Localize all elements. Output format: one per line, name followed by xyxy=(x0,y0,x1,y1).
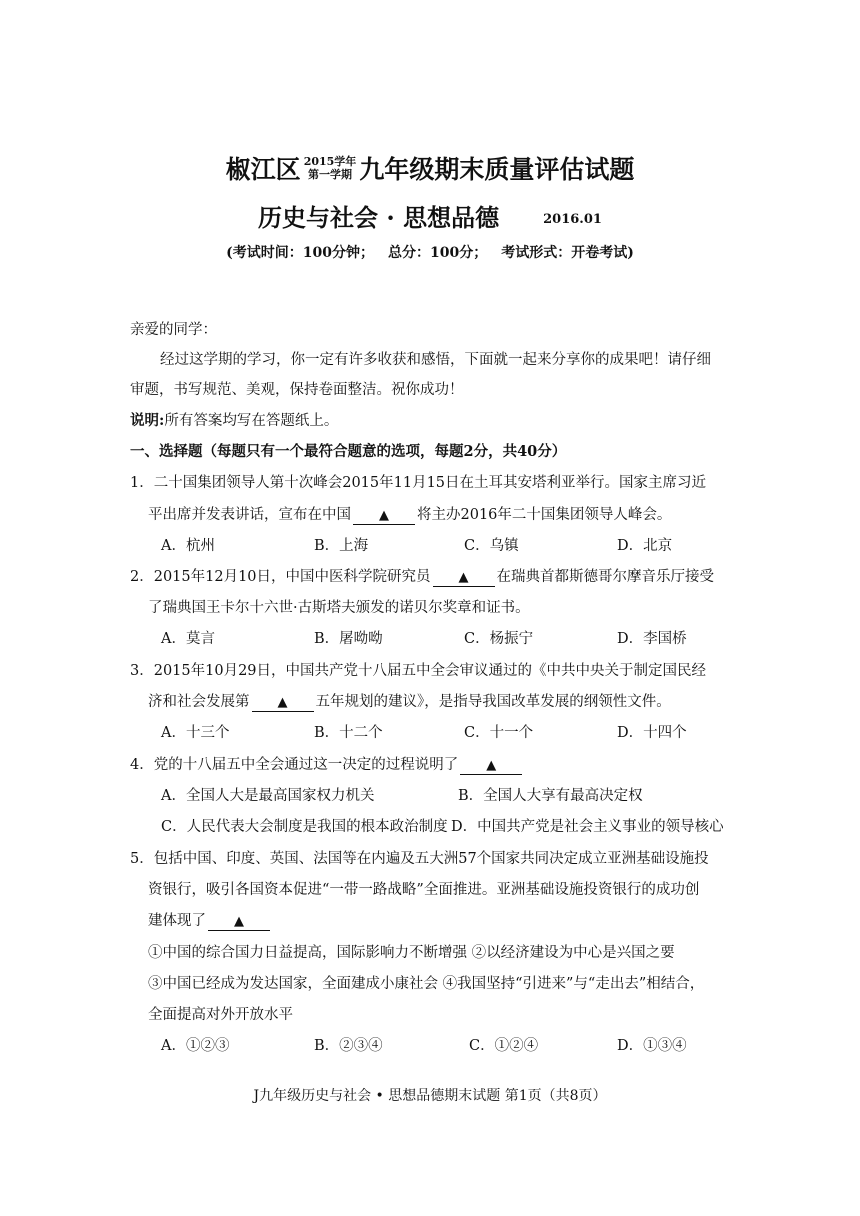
question-5-statement-2: ③中国已经成为发达国家，全面建成小康社会 ④我国坚持“引进来”与“走出去”相结合， xyxy=(148,976,705,992)
term-semester: 第一学期 xyxy=(308,168,352,181)
option-c: C．①②④ xyxy=(469,1038,539,1054)
question-3-line-2: 济和社会发展第 ▲ 五年规划的建议》，是指导我国改革发展的纲领性文件。 xyxy=(148,694,671,710)
exam-time: (考试时间：100分钟； xyxy=(226,245,374,261)
exam-form: 考试形式：开卷考试) xyxy=(501,245,634,261)
intro-paragraph-line-2: 审题，书写规范、美观，保持卷面整洁。祝你成功！ xyxy=(130,382,464,398)
option-a: A．①②③ xyxy=(161,1038,230,1054)
answer-blank xyxy=(208,913,270,931)
triangle-icon: ▲ xyxy=(234,914,244,929)
question-4-line-1: 4．党的十八届五中全会通过这一决定的过程说明了 ▲ xyxy=(130,755,524,775)
question-5-line-1: 5．包括中国、印度、英国、法国等在内遍及五大洲57个国家共同决定成立亚洲基础设施投 xyxy=(130,851,709,867)
option-b: B．②③④ xyxy=(314,1038,383,1054)
option-d: D．①③④ xyxy=(617,1038,687,1054)
option-b: B．十二个 xyxy=(314,725,383,741)
triangle-icon: ▲ xyxy=(486,758,497,773)
question-5-statement-3: 全面提高对外开放水平 xyxy=(148,1007,293,1023)
option-a: A．杭州 xyxy=(161,538,215,554)
option-a: A．莫言 xyxy=(161,631,215,647)
option-a: A．全国人大是最高国家权力机关 xyxy=(161,788,375,804)
option-c: C．乌镇 xyxy=(464,538,519,554)
question-2-line-1: 2．2015年12月10日，中国中医科学院研究员 ▲ 在瑞典首都斯德哥尔摩音乐厅接受 xyxy=(130,569,715,585)
question-1-line-1: 1．二十国集团领导人第十次峰会2015年11月15日在土耳其安塔利亚举行。国家主席习近 xyxy=(130,475,707,491)
question-3-line-1: 3．2015年10月29日，中国共产党十八届五中全会审议通过的《中共中央关于制定国民经 xyxy=(130,663,707,679)
option-b: B．上海 xyxy=(314,538,369,554)
exam-score: 总分：100分； xyxy=(388,245,488,261)
question-2-line-2: 了瑞典国王卡尔十六世·古斯塔夫颁发的诺贝尔奖章和证书。 xyxy=(148,600,530,616)
title-main: 九年级期末质量评估试题 xyxy=(359,155,635,184)
answer-blank xyxy=(460,757,522,775)
option-c: C．人民代表大会制度是我国的根本政治制度 xyxy=(161,819,448,835)
option-d: D．中国共产党是社会主义事业的领导核心 xyxy=(451,819,724,835)
section-1-title: 一、选择题（每题只有一个最符合题意的选项，每题2分，共40分） xyxy=(130,443,567,460)
question-1-line-2: 平出席并发表讲话，宣布在中国 ▲ 将主办2016年二十国集团领导人峰会。 xyxy=(148,507,672,523)
subject-line xyxy=(0,198,860,233)
triangle-icon: ▲ xyxy=(277,695,288,710)
option-d: D．十四个 xyxy=(617,725,687,741)
option-c: C．十一个 xyxy=(464,725,534,741)
term-stack xyxy=(304,155,357,181)
question-5-line-2: 资银行，吸引各国资本促进“一带一路战略”全面推进。亚洲基础设施投资银行的成功创 xyxy=(148,882,700,898)
exam-title xyxy=(0,150,860,186)
option-d: D．李国桥 xyxy=(617,631,687,647)
note-text: 所有答案均写在答题纸上。 xyxy=(164,413,339,429)
instruction-note xyxy=(130,411,338,431)
triangle-icon: ▲ xyxy=(458,570,469,585)
option-d: D．北京 xyxy=(617,538,673,554)
answer-blank xyxy=(433,569,495,587)
page-footer: J九年级历史与社会 • 思想品德期末试题 第1页（共8页） xyxy=(253,1088,607,1104)
exam-info xyxy=(0,242,860,262)
option-b: B．屠呦呦 xyxy=(314,631,383,647)
region-name: 椒江区 xyxy=(225,155,301,184)
intro-paragraph-line-1: 经过这学期的学习，你一定有许多收获和感悟，下面就一起来分享你的成果吧！请仔细 xyxy=(160,352,711,368)
option-a: A．十三个 xyxy=(161,725,230,741)
note-label: 说明: xyxy=(130,412,165,429)
option-b: B．全国人大享有最高决定权 xyxy=(458,788,643,804)
triangle-icon: ▲ xyxy=(379,508,389,523)
question-5-line-3: 建体现了 ▲ xyxy=(148,911,272,931)
question-5-statement-1: ①中国的综合国力日益提高，国际影响力不断增强 ②以经济建设为中心是兴国之要 xyxy=(148,945,675,961)
exam-date: 2016.01 xyxy=(543,212,602,227)
term-year: 2015学年 xyxy=(303,155,357,168)
answer-blank xyxy=(353,507,415,525)
greeting: 亲爱的同学： xyxy=(130,322,217,338)
answer-blank xyxy=(252,694,314,712)
option-c: C．杨振宁 xyxy=(464,631,534,647)
subject-title: 历史与社会 · 思想品德 xyxy=(258,203,500,232)
